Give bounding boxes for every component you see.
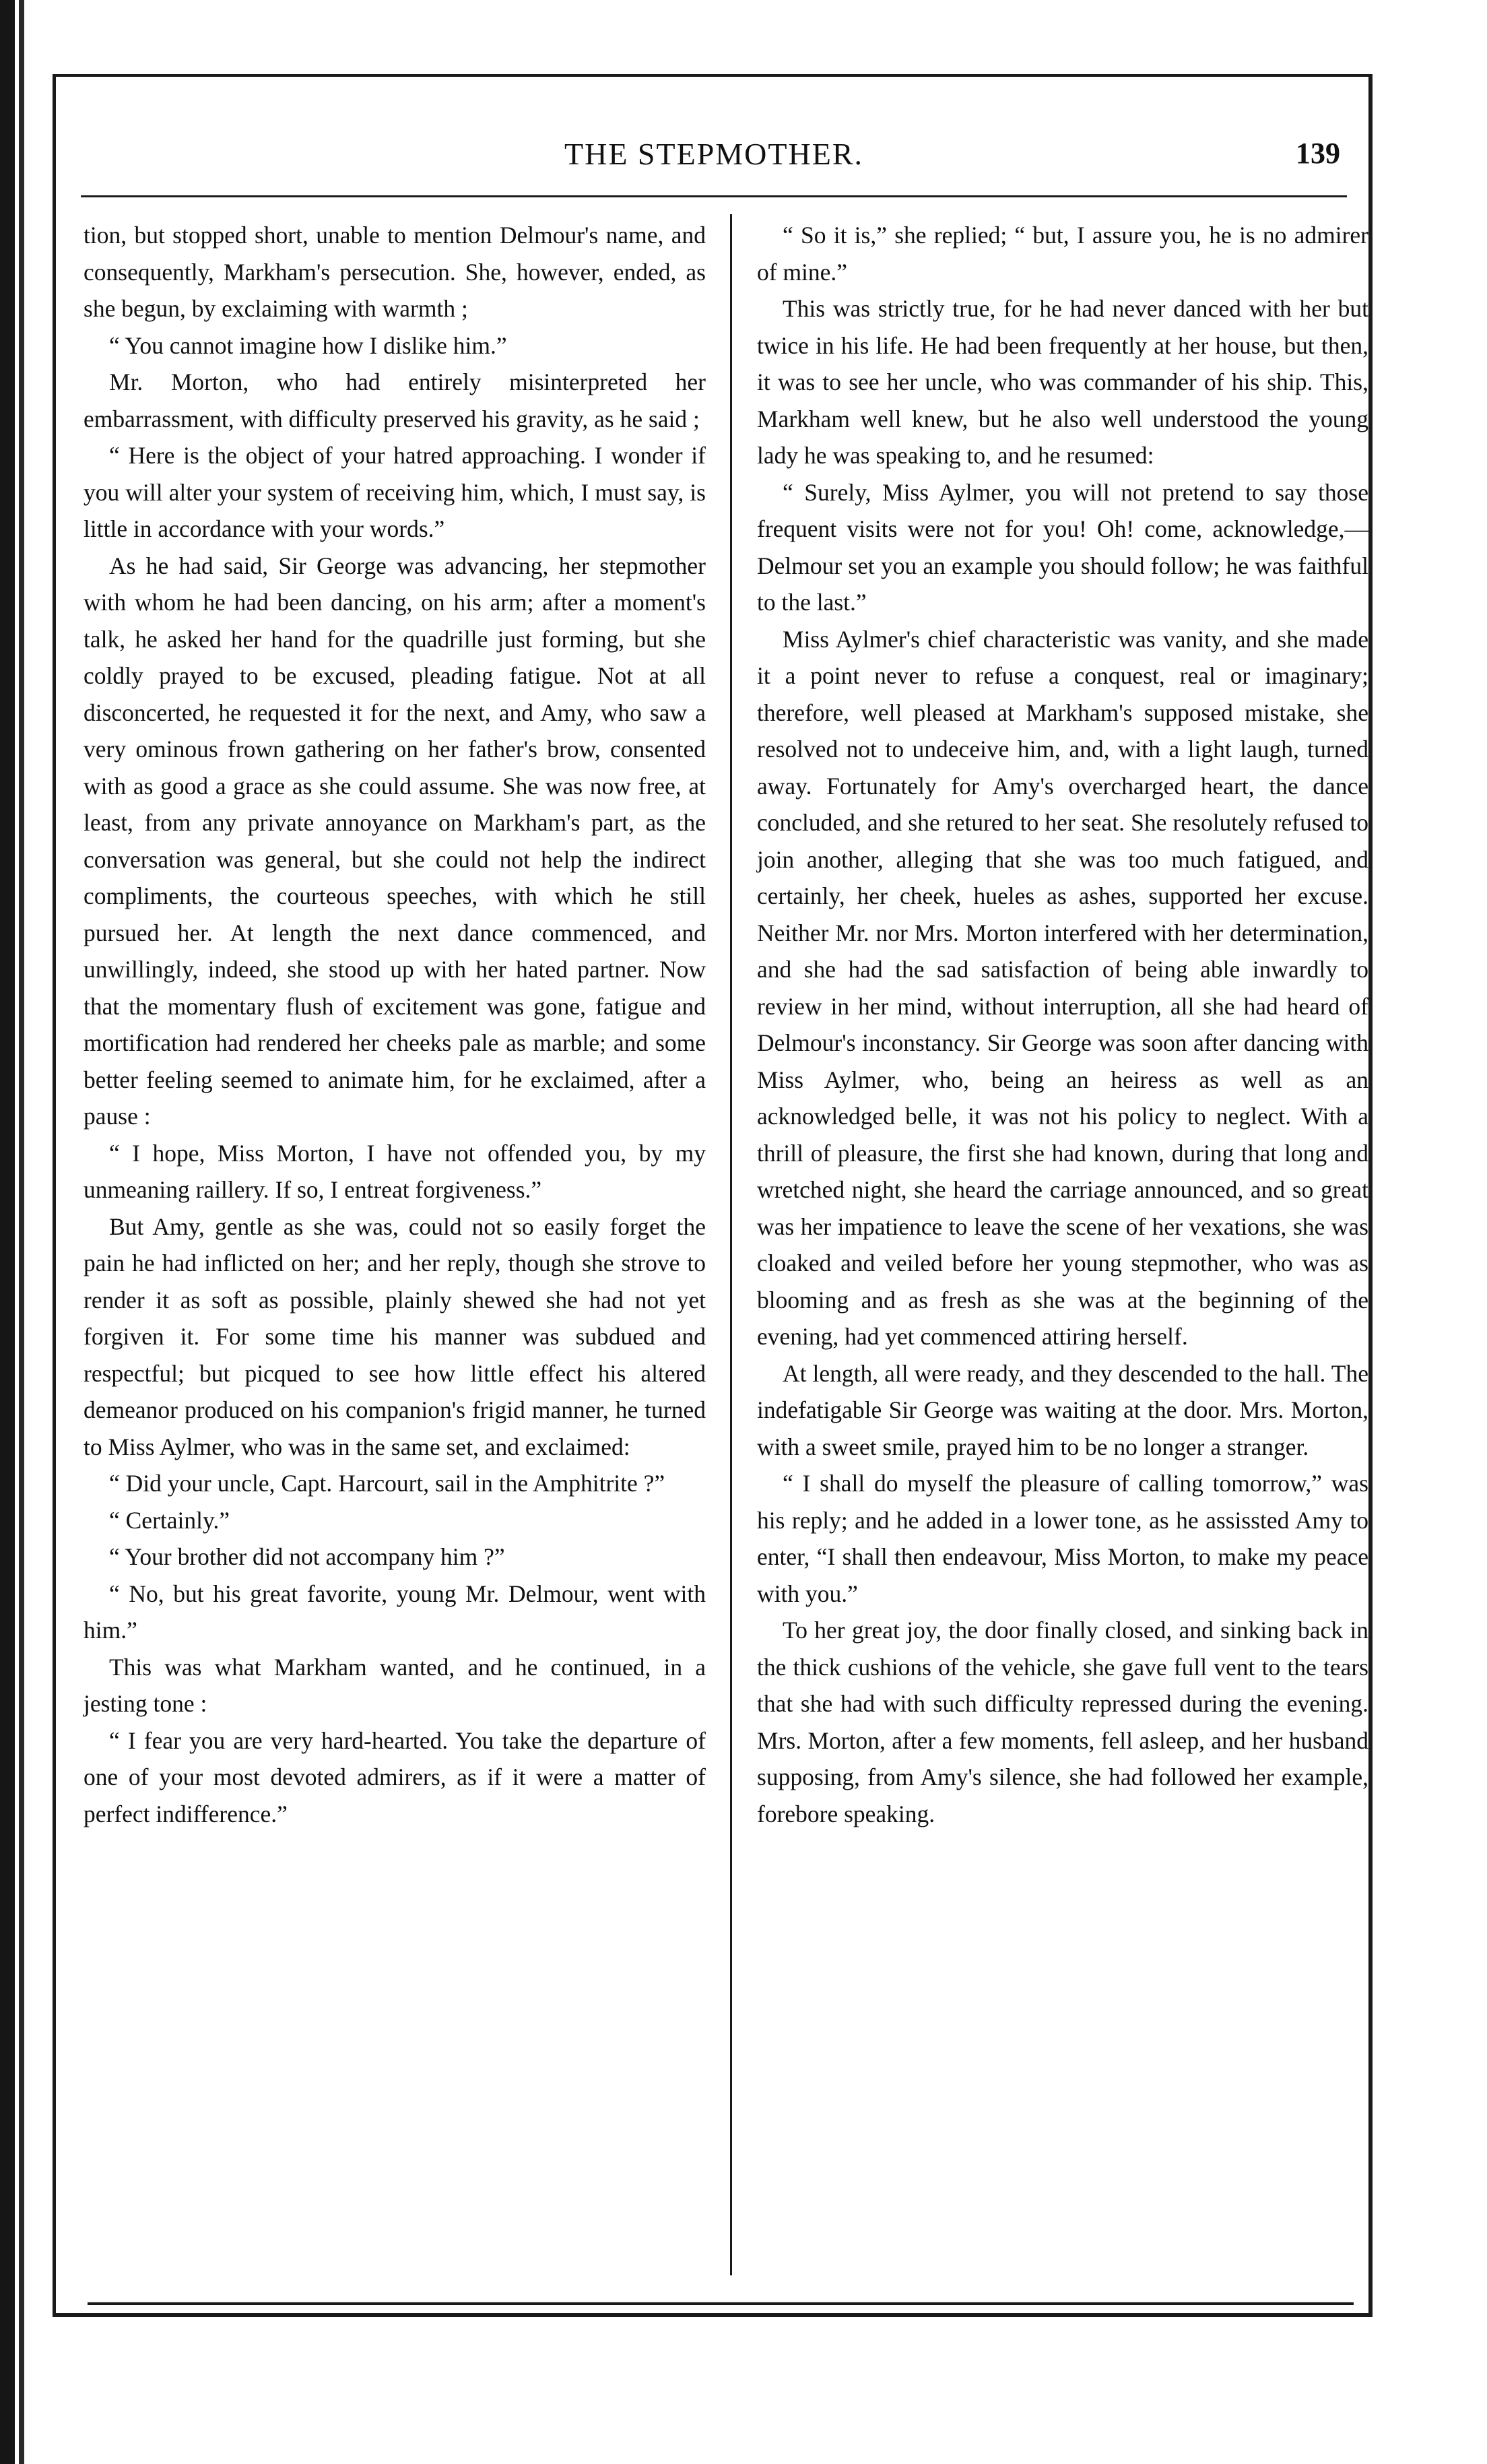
- paragraph: “ I hope, Miss Morton, I have not offended you, by my unmeaning raillery. If so, I entreat forgiveness.”: [84, 1139, 706, 1203]
- paragraph: “ Certainly.”: [109, 1506, 230, 1534]
- paragraph: As he had said, Sir George was advancing, her stepmother with whom he had been dancing, on his arm; after a moment's talk, he asked her hand for the quadrille just forming, but she coldly prayed to be excused, pleading fatigue. Not at all disconcerted, he requested it for the next, and Amy, who saw a very ominous frown gathering on her father's brow, consented with as good a grace as she could assume. She was now free, at least, from any private annoyance on Markham's part, as the conversation was general, but she could not help the indirect compliments, the courteous speeches, with which he still pursued her. At length the next dance commenced, and unwillingly, indeed, she stood up with her hated partner. Now that the momentary flush of excitement was gone, fatigue and mortification had rendered her cheeks pale as marble; and some better feeling seemed to animate him, for he exclaimed, after a pause :: [84, 552, 706, 1130]
- paragraph: At length, all were ready, and they descended to the hall. The indefatigable Sir George was waiting at the door. Mrs. Morton, with a sweet smile, prayed him to be no longer a stranger.: [757, 1359, 1368, 1460]
- paragraph: “ So it is,” she replied; “ but, I assure you, he is no admirer of mine.”: [757, 222, 1368, 286]
- column-divider: [730, 214, 732, 2275]
- paragraph: To her great joy, the door finally closed, and sinking back in the thick cushions of the vehicle, she gave full vent to the tears that she had with such difficulty repressed during the evening. Mrs. Morton, after a few moments, fell asleep, and her husband supposing, from Amy's silence, she had followed her example, forebore speaking.: [757, 1617, 1368, 1827]
- paragraph: “ Surely, Miss Aylmer, you will not pretend to say those frequent visits were not for you! Oh! come, acknowledge,—Delmour set you an example you should follow; he was faithful to the last.”: [757, 478, 1368, 616]
- running-title: THE STEPMOTHER.: [564, 137, 863, 171]
- paragraph: “ You cannot imagine how I dislike him.”: [109, 331, 507, 359]
- footer-rule: [88, 2302, 1354, 2305]
- paragraph: Mr. Morton, who had entirely misinterpreted her embarrassment, with difficulty preserved his gravity, as he said ;: [84, 368, 706, 432]
- paragraph: “ Your brother did not accompany him ?”: [109, 1543, 505, 1570]
- right-column: [757, 217, 1368, 1832]
- paragraph: This was strictly true, for he had never danced with her but twice in his life. He had been frequently at her house, but then, it was to see her uncle, who was commander of his ship. This, Markham well knew, but he also well understood the young lady he was speaking to, and he resumed:: [757, 295, 1368, 469]
- paragraph: “ Did your uncle, Capt. Harcourt, sail in the Amphitrite ?”: [109, 1470, 665, 1497]
- paragraph: But Amy, gentle as she was, could not so easily forget the pain he had inflicted on her; and her reply, though she strove to render it as soft as possible, plainly shewed she had not yet forgiven it. For some time his manner was subdued and respectful; but picqued to see how little effect his altered demeanor produced on his companion's frigid manner, he turned to Miss Aylmer, who was in the same set, and exclaimed:: [84, 1212, 706, 1460]
- page-number: 139: [1296, 137, 1340, 170]
- header-rule: [81, 195, 1347, 197]
- paragraph: “ I fear you are very hard-hearted. You take the departure of one of your most devoted admirers, as if it were a matter of perfect indifference.”: [84, 1726, 706, 1827]
- paragraph: tion, but stopped short, unable to mention Delmour's name, and consequently, Markham's persecution. She, however, ended, as she begun, by exclaiming with warmth ;: [84, 222, 706, 322]
- paragraph: This was what Markham wanted, and he continued, in a jesting tone :: [84, 1653, 706, 1717]
- page-edge-shadow-inner: [19, 0, 24, 2464]
- left-column: [84, 217, 706, 1832]
- page-edge-shadow: [0, 0, 15, 2464]
- paragraph: “ I shall do myself the pleasure of calling tomorrow,” was his reply; and he added in a lower tone, as he assissted Amy to enter, “I shall then endeavour, Miss Morton, to make my peace with you.”: [757, 1470, 1368, 1607]
- paragraph: Miss Aylmer's chief characteristic was vanity, and she made it a point never to refuse a conquest, real or imaginary; therefore, well pleased at Markham's supposed mistake, she resolved not to undeceive him, and, with a light laugh, turned away. Fortunately for Amy's overcharged heart, the dance concluded, and she retured to her seat. She resolutely refused to join another, alleging that she was too much fatigued, and certainly, her cheek, hueles as ashes, supported her excuse. Neither Mr. nor Mrs. Morton interfered with her determination, and she had the sad satisfaction of being able inwardly to review in her mind, without interruption, all she had heard of Delmour's inconstancy. Sir George was soon after dancing with Miss Aylmer, who, being an heiress as well as an acknowledged belle, it was not his policy to neglect. With a thrill of pleasure, the first she had known, during that long and wretched night, she heard the carriage announced, and so great was her impatience to leave the scene of her vexations, she was cloaked and veiled before her young stepmother, who was as blooming and as fresh as she was at the beginning of the evening, had yet commenced attiring herself.: [757, 625, 1368, 1350]
- paragraph: “ Here is the object of your hatred approaching. I wonder if you will alter your system of receiving him, which, I must say, is little in accordance with your words.”: [84, 442, 706, 542]
- running-head: [81, 136, 1347, 190]
- paragraph: “ No, but his great favorite, young Mr. Delmour, went with him.”: [84, 1580, 706, 1644]
